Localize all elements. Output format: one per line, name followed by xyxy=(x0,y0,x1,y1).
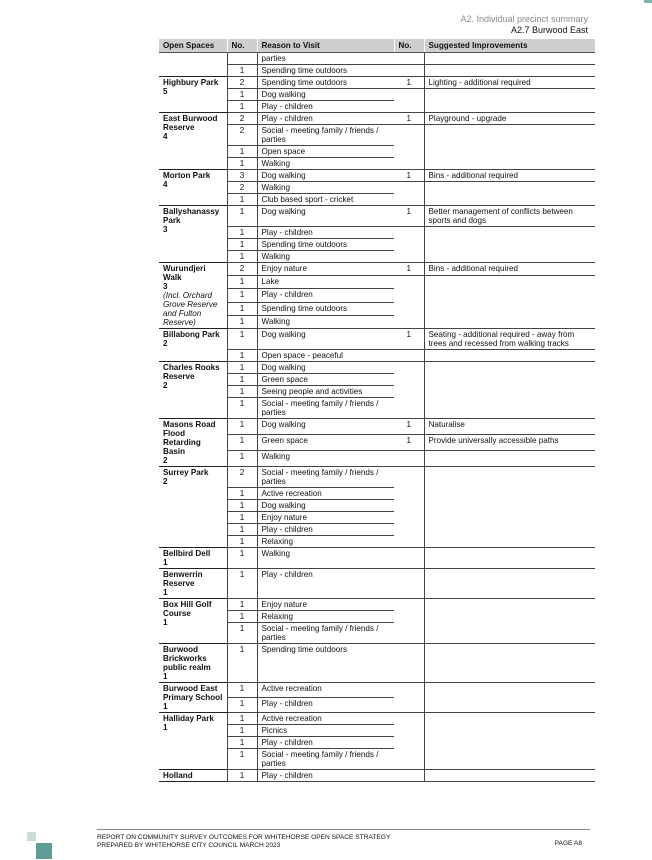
reason-text: Play - children xyxy=(257,289,394,302)
improvement-count xyxy=(394,524,424,536)
improvement-text xyxy=(424,512,595,524)
site-name: Holland xyxy=(163,771,193,780)
site-name: Highbury Park xyxy=(163,78,219,87)
reason-count: 1 xyxy=(227,524,257,536)
improvement-count: 1 xyxy=(394,113,424,125)
table-row xyxy=(159,113,595,125)
improvement-text xyxy=(424,182,595,194)
table-row xyxy=(159,467,595,488)
col-open-spaces: Open Spaces xyxy=(159,39,227,53)
reason-text: Play - children xyxy=(257,569,394,599)
reason-count: 1 xyxy=(227,194,257,206)
improvement-text xyxy=(424,362,595,374)
reason-count: 1 xyxy=(227,611,257,623)
footer-text xyxy=(97,834,390,850)
reason-text: Spending time outdoors xyxy=(257,77,394,89)
reason-text: Green space xyxy=(257,374,394,386)
improvement-text xyxy=(424,146,595,158)
reason-text: Play - children xyxy=(257,101,394,113)
table-row xyxy=(159,362,595,374)
table-row xyxy=(159,569,595,599)
improvement-text xyxy=(424,386,595,398)
improvement-text xyxy=(424,227,595,239)
improvement-text xyxy=(424,713,595,725)
improvement-text xyxy=(424,623,595,644)
reason-count: 1 xyxy=(227,329,257,350)
site-name-cell xyxy=(159,263,227,329)
reason-count: 1 xyxy=(227,146,257,158)
site-note: (Incl. Orchard Grove Reserve and Fulton Reserve) xyxy=(163,291,218,327)
improvement-text xyxy=(424,500,595,512)
improvement-text xyxy=(424,524,595,536)
improvement-count xyxy=(394,194,424,206)
table-row xyxy=(159,170,595,182)
improvement-text: Provide universally accessible paths xyxy=(424,435,595,451)
table-row xyxy=(159,599,595,611)
reason-text: Enjoy nature xyxy=(257,512,394,524)
reason-count: 1 xyxy=(227,227,257,239)
reason-text: Walking xyxy=(257,548,394,569)
reason-count: 1 xyxy=(227,398,257,419)
reason-text: Dog walking xyxy=(257,500,394,512)
improvement-text: Naturalise xyxy=(424,419,595,435)
improvement-count xyxy=(394,644,424,683)
reason-count: 2 xyxy=(227,125,257,146)
col-reason-count: No. xyxy=(227,39,257,53)
page-header xyxy=(460,14,588,36)
reason-text: Enjoy nature xyxy=(257,263,394,276)
site-name-cell xyxy=(159,113,227,170)
improvement-text xyxy=(424,725,595,737)
reason-text: Social - meeting family / friends / parties xyxy=(257,467,394,488)
improvement-text xyxy=(424,276,595,289)
reason-count: 2 xyxy=(227,113,257,125)
improvement-count: 1 xyxy=(394,329,424,350)
improvement-count xyxy=(394,239,424,251)
improvement-text xyxy=(424,770,595,782)
improvement-count xyxy=(394,467,424,488)
improvement-text: Seating - additional required - away from trees and recessed from walking tracks xyxy=(424,329,595,350)
site-name-cell xyxy=(159,644,227,683)
site-response-count: 1 xyxy=(163,588,168,597)
table-row xyxy=(159,53,595,65)
footer-divider xyxy=(97,829,590,830)
reason-text: Open space xyxy=(257,146,394,158)
table-row xyxy=(159,65,595,77)
site-response-count: 2 xyxy=(163,381,168,390)
improvement-text xyxy=(424,611,595,623)
site-name-cell xyxy=(159,713,227,770)
improvement-text xyxy=(424,53,595,65)
improvement-text xyxy=(424,289,595,302)
improvement-count xyxy=(394,611,424,623)
site-response-count: 2 xyxy=(163,339,168,348)
reason-text: Dog walking xyxy=(257,170,394,182)
section-title: A2. Individual precinct summary xyxy=(460,14,588,24)
reason-count: 1 xyxy=(227,548,257,569)
improvement-text xyxy=(424,302,595,315)
reason-text: Social - meeting family / friends / parties xyxy=(257,749,394,770)
improvement-count xyxy=(394,569,424,599)
reason-count: 1 xyxy=(227,89,257,101)
improvement-count xyxy=(394,770,424,782)
improvement-text xyxy=(424,158,595,170)
improvement-count xyxy=(394,488,424,500)
reason-count: 1 xyxy=(227,206,257,227)
table-row xyxy=(159,263,595,276)
improvement-count xyxy=(394,182,424,194)
site-response-count: 2 xyxy=(163,456,168,465)
site-name: Bellbird Dell xyxy=(163,549,211,558)
reason-count xyxy=(227,53,257,65)
reason-text: Spending time outdoors xyxy=(257,65,394,77)
improvement-text xyxy=(424,101,595,113)
improvement-count xyxy=(394,158,424,170)
reason-text: parties xyxy=(257,53,394,65)
reason-text: Social - meeting family / friends / parties xyxy=(257,125,394,146)
improvement-count: 1 xyxy=(394,77,424,89)
reason-count: 1 xyxy=(227,251,257,263)
improvement-count: 1 xyxy=(394,206,424,227)
reason-count: 1 xyxy=(227,569,257,599)
reason-text: Lake xyxy=(257,276,394,289)
reason-text: Enjoy nature xyxy=(257,599,394,611)
reason-count: 1 xyxy=(227,419,257,435)
site-name-cell xyxy=(159,362,227,419)
improvement-count xyxy=(394,698,424,713)
reason-text: Walking xyxy=(257,182,394,194)
site-name-cell xyxy=(159,206,227,263)
reason-count: 1 xyxy=(227,158,257,170)
site-name: Wurundjeri Walk xyxy=(163,264,206,282)
reason-text: Picnics xyxy=(257,725,394,737)
table-row xyxy=(159,644,595,683)
table-row xyxy=(159,683,595,698)
subsection-title: A2.7 Burwood East xyxy=(510,25,588,35)
reason-text: Active recreation xyxy=(257,488,394,500)
corner-accent-mark xyxy=(644,0,652,3)
improvement-count xyxy=(394,146,424,158)
open-space-table xyxy=(159,39,595,782)
improvement-text: Lighting - additional required xyxy=(424,77,595,89)
reason-count: 1 xyxy=(227,512,257,524)
reason-count: 1 xyxy=(227,374,257,386)
site-name: Burwood East Primary School xyxy=(163,684,223,702)
reason-text: Walking xyxy=(257,251,394,263)
reason-text: Play - children xyxy=(257,698,394,713)
table-row xyxy=(159,548,595,569)
reason-text: Green space xyxy=(257,435,394,451)
improvement-text: Playground - upgrade xyxy=(424,113,595,125)
improvement-count xyxy=(394,683,424,698)
improvement-count xyxy=(394,362,424,374)
improvement-text: Bins - additional required xyxy=(424,170,595,182)
improvement-count xyxy=(394,65,424,77)
site-name-cell xyxy=(159,170,227,206)
reason-text: Seeing people and activities xyxy=(257,386,394,398)
improvement-text xyxy=(424,350,595,362)
col-improvement-count: No. xyxy=(394,39,424,53)
improvement-text xyxy=(424,683,595,698)
improvement-count xyxy=(394,548,424,569)
reason-text: Play - children xyxy=(257,227,394,239)
improvement-count xyxy=(394,536,424,548)
improvement-text xyxy=(424,488,595,500)
site-name-cell xyxy=(159,467,227,548)
improvement-count xyxy=(394,227,424,239)
reason-count: 1 xyxy=(227,451,257,467)
footer-accent-square-light xyxy=(27,832,36,841)
reason-text: Spending time outdoors xyxy=(257,302,394,315)
reason-count: 1 xyxy=(227,536,257,548)
reason-text: Walking xyxy=(257,451,394,467)
site-response-count: 1 xyxy=(163,672,168,681)
footer-accent-square-dark xyxy=(36,843,52,859)
reason-text: Dog walking xyxy=(257,206,394,227)
reason-text: Relaxing xyxy=(257,611,394,623)
reason-text: Dog walking xyxy=(257,329,394,350)
site-response-count: 3 xyxy=(163,282,168,291)
table-row xyxy=(159,206,595,227)
reason-count: 1 xyxy=(227,101,257,113)
improvement-count xyxy=(394,749,424,770)
reason-count: 1 xyxy=(227,683,257,698)
reason-count: 1 xyxy=(227,500,257,512)
reason-text: Open space - peaceful xyxy=(257,350,394,362)
site-response-count: 4 xyxy=(163,180,168,189)
site-cell-continued xyxy=(159,65,227,77)
reason-text: Dog walking xyxy=(257,419,394,435)
table-row xyxy=(159,419,595,435)
improvement-count xyxy=(394,398,424,419)
reason-text: Relaxing xyxy=(257,536,394,548)
site-name-cell xyxy=(159,683,227,713)
reason-count: 1 xyxy=(227,315,257,328)
reason-text: Dog walking xyxy=(257,89,394,101)
improvement-text xyxy=(424,239,595,251)
improvement-count xyxy=(394,276,424,289)
reason-text: Play - children xyxy=(257,737,394,749)
site-name: Box Hill Golf Course xyxy=(163,600,212,618)
site-response-count: 1 xyxy=(163,702,168,711)
reason-text: Active recreation xyxy=(257,683,394,698)
reason-count: 1 xyxy=(227,386,257,398)
reason-text: Club based sport - cricket xyxy=(257,194,394,206)
improvement-text xyxy=(424,569,595,599)
improvement-text xyxy=(424,125,595,146)
improvement-count xyxy=(394,89,424,101)
table-body xyxy=(159,53,595,782)
site-name: Burwood Brickworks public realm xyxy=(163,645,211,672)
site-name: Ballyshanassy Park xyxy=(163,207,220,225)
improvement-count: 1 xyxy=(394,263,424,276)
table-header-row xyxy=(159,39,595,53)
site-name-cell xyxy=(159,419,227,467)
improvement-count xyxy=(394,374,424,386)
improvement-text xyxy=(424,374,595,386)
improvement-count xyxy=(394,315,424,328)
footer-report-title: REPORT ON COMMUNITY SURVEY OUTCOMES FOR WHITEHORSE OPEN SPACE STRATEGY xyxy=(97,834,391,841)
reason-count: 1 xyxy=(227,276,257,289)
reason-count: 1 xyxy=(227,698,257,713)
reason-count: 1 xyxy=(227,623,257,644)
improvement-text xyxy=(424,536,595,548)
site-name-cell xyxy=(159,77,227,113)
improvement-count xyxy=(394,101,424,113)
table-row xyxy=(159,329,595,350)
improvement-text xyxy=(424,194,595,206)
improvement-count xyxy=(394,725,424,737)
improvement-count xyxy=(394,350,424,362)
reason-count: 1 xyxy=(227,599,257,611)
reason-count: 1 xyxy=(227,644,257,683)
improvement-text xyxy=(424,467,595,488)
reason-count: 1 xyxy=(227,770,257,782)
col-improvement: Suggested Improvements xyxy=(424,39,595,53)
site-response-count: 1 xyxy=(163,558,168,567)
col-reason: Reason to Visit xyxy=(257,39,394,53)
improvement-text xyxy=(424,65,595,77)
reason-count: 1 xyxy=(227,737,257,749)
reason-text: Active recreation xyxy=(257,713,394,725)
reason-count: 1 xyxy=(227,713,257,725)
site-response-count: 3 xyxy=(163,225,168,234)
improvement-count xyxy=(394,599,424,611)
site-name: Surrey Park xyxy=(163,468,209,477)
site-name: Halliday Park xyxy=(163,714,214,723)
reason-text: Social - meeting family / friends / parties xyxy=(257,398,394,419)
improvement-text xyxy=(424,698,595,713)
improvement-text xyxy=(424,737,595,749)
improvement-text xyxy=(424,451,595,467)
improvement-count xyxy=(394,251,424,263)
reason-text: Spending time outdoors xyxy=(257,644,394,683)
reason-count: 1 xyxy=(227,362,257,374)
table-row xyxy=(159,713,595,725)
reason-count: 2 xyxy=(227,77,257,89)
reason-count: 2 xyxy=(227,263,257,276)
table-row xyxy=(159,770,595,782)
reason-text: Play - children xyxy=(257,524,394,536)
improvement-count: 1 xyxy=(394,419,424,435)
reason-count: 1 xyxy=(227,488,257,500)
improvement-text: Better management of conflicts between sports and dogs xyxy=(424,206,595,227)
site-cell-continued xyxy=(159,53,227,65)
improvement-count xyxy=(394,737,424,749)
reason-count: 1 xyxy=(227,435,257,451)
improvement-count xyxy=(394,500,424,512)
improvement-text xyxy=(424,599,595,611)
site-name-cell xyxy=(159,770,227,782)
reason-count: 1 xyxy=(227,302,257,315)
site-name: Billabong Park xyxy=(163,330,220,339)
reason-text: Play - children xyxy=(257,113,394,125)
reason-text: Spending time outdoors xyxy=(257,239,394,251)
footer-prepared-by: PREPARED BY WHITEHORSE CITY COUNCIL MARCH 2023 xyxy=(97,842,281,849)
site-response-count: 2 xyxy=(163,477,168,486)
reason-count: 1 xyxy=(227,65,257,77)
site-name: Masons Road Flood Retarding Basin xyxy=(163,420,216,456)
improvement-text xyxy=(424,89,595,101)
site-name-cell xyxy=(159,569,227,599)
site-name: Morton Park xyxy=(163,171,211,180)
reason-text: Walking xyxy=(257,315,394,328)
site-response-count: 1 xyxy=(163,723,168,732)
site-name-cell xyxy=(159,329,227,362)
reason-text: Play - children xyxy=(257,770,394,782)
improvement-count xyxy=(394,302,424,315)
site-name: Benwerrin Reserve xyxy=(163,570,203,588)
improvement-count xyxy=(394,512,424,524)
improvement-count: 1 xyxy=(394,435,424,451)
reason-text: Dog walking xyxy=(257,362,394,374)
site-name: Charles Rooks Reserve xyxy=(163,363,220,381)
improvement-count xyxy=(394,53,424,65)
reason-count: 1 xyxy=(227,725,257,737)
improvement-text: Bins - additional required xyxy=(424,263,595,276)
improvement-count xyxy=(394,125,424,146)
site-response-count: 4 xyxy=(163,132,168,141)
reason-count: 1 xyxy=(227,749,257,770)
improvement-count xyxy=(394,386,424,398)
reason-count: 1 xyxy=(227,350,257,362)
improvement-text xyxy=(424,315,595,328)
site-name-cell xyxy=(159,548,227,569)
site-response-count: 5 xyxy=(163,87,168,96)
improvement-text xyxy=(424,644,595,683)
reason-count: 2 xyxy=(227,182,257,194)
improvement-count xyxy=(394,623,424,644)
reason-text: Walking xyxy=(257,158,394,170)
improvement-count xyxy=(394,451,424,467)
reason-count: 3 xyxy=(227,170,257,182)
reason-text: Social - meeting family / friends / parties xyxy=(257,623,394,644)
improvement-text xyxy=(424,251,595,263)
improvement-count xyxy=(394,713,424,725)
table-row xyxy=(159,77,595,89)
improvement-text xyxy=(424,398,595,419)
improvement-count xyxy=(394,289,424,302)
site-name: East Burwood Reserve xyxy=(163,114,218,132)
reason-count: 2 xyxy=(227,467,257,488)
page-number: PAGE A8 xyxy=(554,840,582,847)
improvement-text xyxy=(424,749,595,770)
site-response-count: 1 xyxy=(163,618,168,627)
reason-count: 1 xyxy=(227,289,257,302)
improvement-count: 1 xyxy=(394,170,424,182)
site-name-cell xyxy=(159,599,227,644)
improvement-text xyxy=(424,548,595,569)
reason-count: 1 xyxy=(227,239,257,251)
